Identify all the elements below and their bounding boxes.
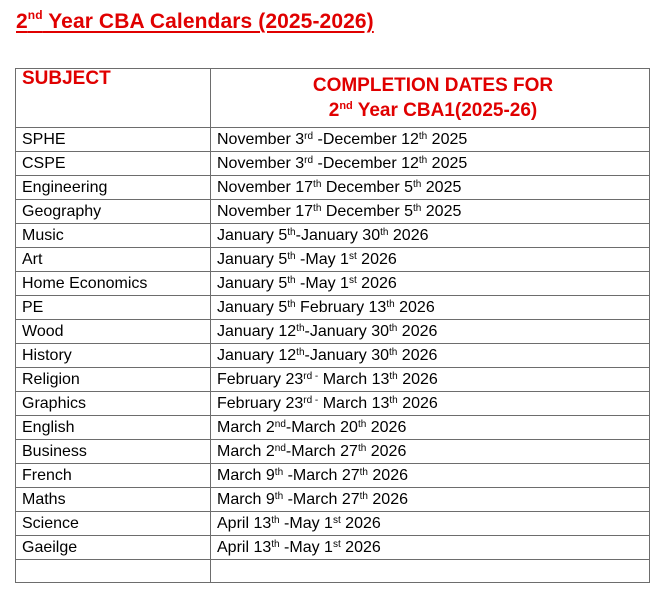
date-start-suffix: nd bbox=[274, 442, 286, 454]
date-end-suffix: th bbox=[389, 394, 398, 406]
table-row bbox=[16, 536, 650, 560]
table-body bbox=[16, 128, 650, 583]
date-start-suffix: rd bbox=[304, 130, 314, 142]
date-year: 2026 bbox=[367, 466, 408, 484]
completion-date-cell bbox=[211, 152, 650, 176]
table-row bbox=[16, 464, 650, 488]
completion-date-cell bbox=[211, 176, 650, 200]
table-row bbox=[16, 368, 650, 392]
table-row bbox=[16, 512, 650, 536]
subject-cell: Gaeilge bbox=[16, 536, 211, 560]
page-title bbox=[16, 8, 374, 34]
date-end: -January 30 bbox=[295, 226, 381, 244]
completion-date-cell bbox=[211, 440, 650, 464]
date-year: 2025 bbox=[421, 178, 462, 196]
completion-date-cell bbox=[211, 200, 650, 224]
table-header-row bbox=[16, 69, 650, 128]
date-year: 2026 bbox=[356, 250, 397, 268]
date-start: November 17 bbox=[217, 178, 314, 196]
date-start: January 5 bbox=[217, 274, 288, 292]
table-row bbox=[16, 224, 650, 248]
table-row bbox=[16, 176, 650, 200]
date-start: March 9 bbox=[217, 466, 275, 484]
completion-date-cell bbox=[211, 224, 650, 248]
table-row bbox=[16, 416, 650, 440]
date-end: -March 27 bbox=[285, 442, 358, 460]
date-start-suffix: th bbox=[271, 514, 280, 526]
date-end: -May 1 bbox=[279, 514, 333, 532]
date-year: 2026 bbox=[394, 298, 435, 316]
subject-cell: French bbox=[16, 464, 211, 488]
table-row bbox=[16, 488, 650, 512]
date-start: March 2 bbox=[217, 442, 275, 460]
date-year: 2026 bbox=[388, 226, 429, 244]
subject-cell: PE bbox=[16, 296, 211, 320]
date-start: April 13 bbox=[217, 538, 272, 556]
date-start-suffix: th bbox=[287, 226, 296, 238]
date-start-suffix: nd bbox=[274, 418, 286, 430]
date-year: 2026 bbox=[356, 274, 397, 292]
header-dates-line2 bbox=[217, 101, 649, 120]
date-end-suffix: th bbox=[357, 442, 367, 454]
date-start: January 5 bbox=[217, 298, 288, 316]
subject-cell: Music bbox=[16, 224, 211, 248]
completion-date-cell bbox=[211, 128, 650, 152]
date-start-suffix: th bbox=[296, 322, 305, 334]
table-row bbox=[16, 392, 650, 416]
date-start-suffix: th bbox=[313, 178, 322, 190]
subject-cell: Religion bbox=[16, 368, 211, 392]
subject-cell: Wood bbox=[16, 320, 211, 344]
subject-cell: History bbox=[16, 344, 211, 368]
date-end: -March 20 bbox=[285, 418, 358, 436]
date-start-suffix: th bbox=[313, 202, 322, 214]
header-completion-dates bbox=[211, 69, 650, 128]
table-row bbox=[16, 344, 650, 368]
date-end: December 5 bbox=[321, 202, 413, 220]
date-start: January 12 bbox=[217, 346, 297, 364]
date-end: -January 30 bbox=[304, 322, 390, 340]
date-end: -May 1 bbox=[295, 250, 349, 268]
date-year: 2026 bbox=[340, 514, 381, 532]
completion-date-cell bbox=[211, 344, 650, 368]
date-end-suffix: st bbox=[348, 250, 357, 262]
date-year: 2026 bbox=[397, 394, 438, 412]
subject-cell: Home Economics bbox=[16, 272, 211, 296]
date-end: -January 30 bbox=[304, 346, 390, 364]
completion-date-cell bbox=[211, 296, 650, 320]
date-start-suffix: th bbox=[274, 490, 284, 502]
table-row bbox=[16, 440, 650, 464]
date-year: 2025 bbox=[421, 202, 462, 220]
date-year: 2025 bbox=[427, 130, 468, 148]
subject-cell: Geography bbox=[16, 200, 211, 224]
table-row bbox=[16, 272, 650, 296]
date-start: January 5 bbox=[217, 226, 288, 244]
date-end-suffix: th bbox=[412, 202, 422, 214]
completion-date-cell bbox=[211, 272, 650, 296]
date-end: -December 12 bbox=[313, 154, 419, 172]
date-start-suffix: th bbox=[296, 346, 305, 358]
subject-cell: CSPE bbox=[16, 152, 211, 176]
calendar-table bbox=[15, 68, 650, 583]
date-end-suffix: th bbox=[389, 346, 398, 358]
completion-date-cell bbox=[211, 488, 650, 512]
date-end-suffix: th bbox=[418, 154, 428, 166]
date-start: November 3 bbox=[217, 154, 305, 172]
date-start-suffix: th bbox=[287, 250, 296, 262]
subject-cell: English bbox=[16, 416, 211, 440]
date-start-suffix: th bbox=[271, 538, 280, 550]
date-end-suffix: st bbox=[332, 538, 341, 550]
date-year: 2026 bbox=[397, 346, 438, 364]
subject-cell: Engineering bbox=[16, 176, 211, 200]
completion-date-cell bbox=[211, 320, 650, 344]
completion-date-cell bbox=[211, 392, 650, 416]
subject-cell: Science bbox=[16, 512, 211, 536]
date-start: March 9 bbox=[217, 490, 275, 508]
date-end: March 13 bbox=[318, 370, 390, 388]
date-year: 2026 bbox=[397, 370, 438, 388]
date-year: 2025 bbox=[427, 154, 468, 172]
subject-cell: SPHE bbox=[16, 128, 211, 152]
date-end-suffix: th bbox=[389, 370, 398, 382]
date-end: -May 1 bbox=[295, 274, 349, 292]
date-year: 2026 bbox=[366, 442, 407, 460]
header-subject: SUBJECT bbox=[16, 69, 211, 128]
date-start: January 12 bbox=[217, 322, 297, 340]
date-end-suffix: th bbox=[389, 322, 398, 334]
title-year-number: 2 bbox=[16, 10, 28, 33]
date-end: -March 27 bbox=[283, 466, 360, 484]
date-start: November 3 bbox=[217, 130, 305, 148]
date-start-suffix: th bbox=[274, 466, 284, 478]
date-end: -December 12 bbox=[313, 130, 419, 148]
completion-date-cell bbox=[211, 464, 650, 488]
completion-date-cell bbox=[211, 536, 650, 560]
subject-cell: Graphics bbox=[16, 392, 211, 416]
date-end-suffix: th bbox=[357, 418, 367, 430]
completion-date-cell bbox=[211, 368, 650, 392]
date-year: 2026 bbox=[340, 538, 381, 556]
header-year-text: Year CBA1(2025-26) bbox=[352, 100, 538, 121]
title-year-suffix: nd bbox=[27, 8, 43, 22]
date-end-suffix: th bbox=[380, 226, 389, 238]
date-start-suffix: rd bbox=[304, 154, 314, 166]
date-start-suffix: rd - bbox=[303, 370, 319, 382]
header-dates-line1: COMPLETION DATES FOR bbox=[312, 75, 554, 96]
table-row bbox=[16, 128, 650, 152]
date-year: 2026 bbox=[366, 418, 407, 436]
table-row bbox=[16, 320, 650, 344]
date-end: March 13 bbox=[318, 394, 390, 412]
table-row bbox=[16, 296, 650, 320]
table-row bbox=[16, 200, 650, 224]
date-end-suffix: th bbox=[359, 490, 368, 502]
date-end-suffix: th bbox=[386, 298, 395, 310]
header-year-suffix: nd bbox=[339, 100, 353, 112]
date-end: December 5 bbox=[321, 178, 413, 196]
empty-row bbox=[16, 560, 650, 583]
date-start-suffix: th bbox=[287, 298, 296, 310]
date-start: February 23 bbox=[217, 370, 304, 388]
completion-date-cell bbox=[211, 512, 650, 536]
header-year-number: 2 bbox=[328, 100, 340, 121]
date-end: -May 1 bbox=[279, 538, 333, 556]
date-end-suffix: th bbox=[418, 130, 428, 142]
date-start: January 5 bbox=[217, 250, 288, 268]
table-row bbox=[16, 248, 650, 272]
date-end: -March 27 bbox=[283, 490, 360, 508]
completion-date-cell bbox=[211, 416, 650, 440]
date-start: February 23 bbox=[217, 394, 304, 412]
date-start-suffix: rd - bbox=[303, 394, 319, 406]
date-start: November 17 bbox=[217, 202, 314, 220]
date-end-suffix: st bbox=[332, 514, 341, 526]
table-row bbox=[16, 152, 650, 176]
date-start: April 13 bbox=[217, 514, 272, 532]
empty-cell bbox=[16, 560, 211, 583]
date-end-suffix: th bbox=[359, 466, 368, 478]
date-end-suffix: st bbox=[348, 274, 357, 286]
date-year: 2026 bbox=[397, 322, 438, 340]
date-end: February 13 bbox=[295, 298, 387, 316]
empty-cell bbox=[211, 560, 650, 583]
subject-cell: Art bbox=[16, 248, 211, 272]
date-start: March 2 bbox=[217, 418, 275, 436]
date-year: 2026 bbox=[367, 490, 408, 508]
subject-cell: Maths bbox=[16, 488, 211, 512]
title-text: Year CBA Calendars (2025-2026) bbox=[42, 10, 374, 33]
completion-date-cell bbox=[211, 248, 650, 272]
date-start-suffix: th bbox=[287, 274, 296, 286]
subject-cell: Business bbox=[16, 440, 211, 464]
date-end-suffix: th bbox=[412, 178, 422, 190]
